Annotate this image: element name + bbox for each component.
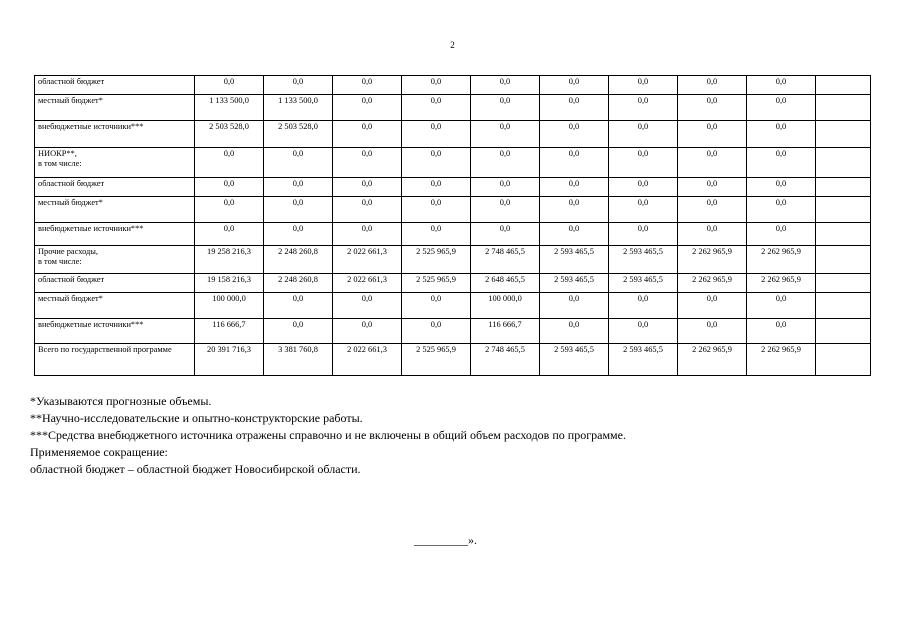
row-label: внебюджетные источники*** <box>35 319 195 344</box>
table-cell: 2 593 465,5 <box>609 246 678 274</box>
table-cell: 0,0 <box>747 319 816 344</box>
table-cell: 0,0 <box>402 319 471 344</box>
table-cell: 2 593 465,5 <box>609 274 678 293</box>
table-cell: 2 262 965,9 <box>747 274 816 293</box>
table-cell: 0,0 <box>609 293 678 319</box>
table-cell <box>816 223 871 246</box>
table-cell: 0,0 <box>264 319 333 344</box>
row-label: местный бюджет* <box>35 95 195 121</box>
table-cell: 100 000,0 <box>471 293 540 319</box>
table-cell: 0,0 <box>540 197 609 223</box>
table-cell <box>816 246 871 274</box>
table-cell: 0,0 <box>333 95 402 121</box>
table-cell: 0,0 <box>471 95 540 121</box>
table-cell <box>816 319 871 344</box>
table-cell: 2 525 965,9 <box>402 274 471 293</box>
table-cell: 2 022 661,3 <box>333 344 402 376</box>
table-cell: 0,0 <box>609 95 678 121</box>
table-cell: 0,0 <box>402 293 471 319</box>
table-cell: 0,0 <box>678 95 747 121</box>
table-cell: 2 022 661,3 <box>333 246 402 274</box>
table-cell: 2 262 965,9 <box>678 274 747 293</box>
table-cell: 0,0 <box>747 148 816 178</box>
table-row <box>35 197 871 223</box>
table-row <box>35 274 871 293</box>
budget-table-body <box>35 76 871 376</box>
table-cell: 0,0 <box>747 121 816 148</box>
table-cell <box>816 121 871 148</box>
row-label: внебюджетные источники*** <box>35 121 195 148</box>
table-cell: 0,0 <box>333 197 402 223</box>
table-cell: 0,0 <box>333 178 402 197</box>
row-label: местный бюджет* <box>35 197 195 223</box>
table-cell: 0,0 <box>540 293 609 319</box>
table-cell: 0,0 <box>195 178 264 197</box>
table-row <box>35 148 871 178</box>
abbreviation-definition: областной бюджет – областной бюджет Новосибирской области. <box>30 462 361 476</box>
row-label: областной бюджет <box>35 178 195 197</box>
table-cell: 0,0 <box>264 197 333 223</box>
table-cell: 2 593 465,5 <box>540 344 609 376</box>
row-label: областной бюджет <box>35 76 195 95</box>
table-cell: 0,0 <box>333 121 402 148</box>
table-cell: 0,0 <box>678 148 747 178</box>
table-cell: 0,0 <box>402 121 471 148</box>
table-cell: 3 381 760,8 <box>264 344 333 376</box>
table-row <box>35 344 871 376</box>
table-cell: 0,0 <box>264 293 333 319</box>
table-cell: 0,0 <box>471 197 540 223</box>
table-cell: 0,0 <box>540 95 609 121</box>
table-cell: 0,0 <box>264 223 333 246</box>
table-cell: 0,0 <box>747 197 816 223</box>
table-cell: 0,0 <box>471 76 540 95</box>
budget-table <box>34 75 871 376</box>
table-cell: 0,0 <box>609 148 678 178</box>
row-label: местный бюджет* <box>35 293 195 319</box>
table-cell: 2 525 965,9 <box>402 344 471 376</box>
table-cell: 0,0 <box>264 178 333 197</box>
table-cell: 0,0 <box>471 223 540 246</box>
table-cell: 0,0 <box>609 178 678 197</box>
table-cell: 116 666,7 <box>471 319 540 344</box>
table-cell: 0,0 <box>609 121 678 148</box>
table-cell <box>816 76 871 95</box>
abbreviation-heading: Применяемое сокращение: <box>30 445 168 459</box>
table-row <box>35 246 871 274</box>
table-cell: 0,0 <box>471 148 540 178</box>
row-label: НИОКР**, в том числе: <box>35 148 195 178</box>
table-cell: 0,0 <box>678 76 747 95</box>
table-cell <box>816 95 871 121</box>
table-cell: 0,0 <box>264 76 333 95</box>
table-cell: 2 503 528,0 <box>264 121 333 148</box>
table-cell: 0,0 <box>402 197 471 223</box>
table-cell: 0,0 <box>471 121 540 148</box>
table-cell: 2 022 661,3 <box>333 274 402 293</box>
table-cell: 0,0 <box>333 148 402 178</box>
table-row <box>35 223 871 246</box>
table-cell: 0,0 <box>402 76 471 95</box>
table-cell: 2 593 465,5 <box>609 344 678 376</box>
table-cell: 0,0 <box>540 319 609 344</box>
table-cell: 0,0 <box>333 293 402 319</box>
footnote-extrabudget: ***Средства внебюджетного источника отражены справочно и не включены в общий объем расходов по программе. <box>30 428 626 442</box>
table-cell <box>816 274 871 293</box>
row-label: областной бюджет <box>35 274 195 293</box>
table-cell: 2 648 465,5 <box>471 274 540 293</box>
table-cell: 0,0 <box>678 121 747 148</box>
table-cell: 2 503 528,0 <box>195 121 264 148</box>
table-cell: 2 262 965,9 <box>747 246 816 274</box>
table-row <box>35 121 871 148</box>
footnote-niokr: **Научно-исследовательские и опытно-конструкторские работы. <box>30 411 363 425</box>
table-cell: 0,0 <box>747 76 816 95</box>
table-cell: 2 593 465,5 <box>540 274 609 293</box>
table-cell: 2 525 965,9 <box>402 246 471 274</box>
table-cell: 0,0 <box>678 223 747 246</box>
closing-mark: _________». <box>414 533 477 547</box>
table-cell: 0,0 <box>678 319 747 344</box>
table-cell: 0,0 <box>195 197 264 223</box>
table-cell: 2 248 260,8 <box>264 246 333 274</box>
table-cell: 0,0 <box>609 319 678 344</box>
table-cell: 0,0 <box>747 293 816 319</box>
footnote-forecast: *Указываются прогнозные объемы. <box>30 394 212 408</box>
table-cell: 2 262 965,9 <box>678 344 747 376</box>
table-cell: 2 748 465,5 <box>471 246 540 274</box>
table-row <box>35 76 871 95</box>
table-cell: 19 258 216,3 <box>195 246 264 274</box>
table-cell: 0,0 <box>333 319 402 344</box>
row-label: внебюджетные источники*** <box>35 223 195 246</box>
table-cell: 2 748 465,5 <box>471 344 540 376</box>
table-cell: 19 158 216,3 <box>195 274 264 293</box>
table-cell <box>816 344 871 376</box>
table-cell: 2 262 965,9 <box>747 344 816 376</box>
table-cell: 0,0 <box>609 76 678 95</box>
table-cell: 2 248 260,8 <box>264 274 333 293</box>
table-cell: 0,0 <box>333 76 402 95</box>
row-label: Всего по государственной программе <box>35 344 195 376</box>
table-cell: 0,0 <box>402 178 471 197</box>
table-cell: 116 666,7 <box>195 319 264 344</box>
table-cell: 0,0 <box>609 223 678 246</box>
table-cell: 2 262 965,9 <box>678 246 747 274</box>
table-cell: 0,0 <box>195 148 264 178</box>
table-cell: 0,0 <box>678 197 747 223</box>
table-cell: 0,0 <box>747 178 816 197</box>
row-label: Прочие расходы, в том числе: <box>35 246 195 274</box>
table-cell <box>816 293 871 319</box>
table-cell: 0,0 <box>333 223 402 246</box>
table-row <box>35 319 871 344</box>
table-cell: 0,0 <box>402 95 471 121</box>
table-cell: 0,0 <box>264 148 333 178</box>
table-cell: 0,0 <box>540 121 609 148</box>
table-cell: 0,0 <box>540 76 609 95</box>
table-cell: 0,0 <box>402 223 471 246</box>
table-cell: 0,0 <box>609 197 678 223</box>
table-cell: 2 593 465,5 <box>540 246 609 274</box>
table-cell <box>816 197 871 223</box>
table-cell: 0,0 <box>678 178 747 197</box>
table-cell: 0,0 <box>540 148 609 178</box>
page-number: 2 <box>450 40 455 50</box>
table-cell: 0,0 <box>540 178 609 197</box>
table-cell: 0,0 <box>540 223 609 246</box>
table-cell <box>816 178 871 197</box>
table-row <box>35 293 871 319</box>
table-cell: 0,0 <box>747 95 816 121</box>
table-cell: 100 000,0 <box>195 293 264 319</box>
table-cell: 1 133 500,0 <box>195 95 264 121</box>
table-cell: 20 391 716,3 <box>195 344 264 376</box>
table-cell <box>816 148 871 178</box>
table-row <box>35 95 871 121</box>
table-cell: 0,0 <box>195 223 264 246</box>
table-row <box>35 178 871 197</box>
table-cell: 0,0 <box>471 178 540 197</box>
table-cell: 0,0 <box>747 223 816 246</box>
footnotes <box>30 393 626 478</box>
table-cell: 0,0 <box>678 293 747 319</box>
table-cell: 1 133 500,0 <box>264 95 333 121</box>
table-cell: 0,0 <box>402 148 471 178</box>
table-cell: 0,0 <box>195 76 264 95</box>
